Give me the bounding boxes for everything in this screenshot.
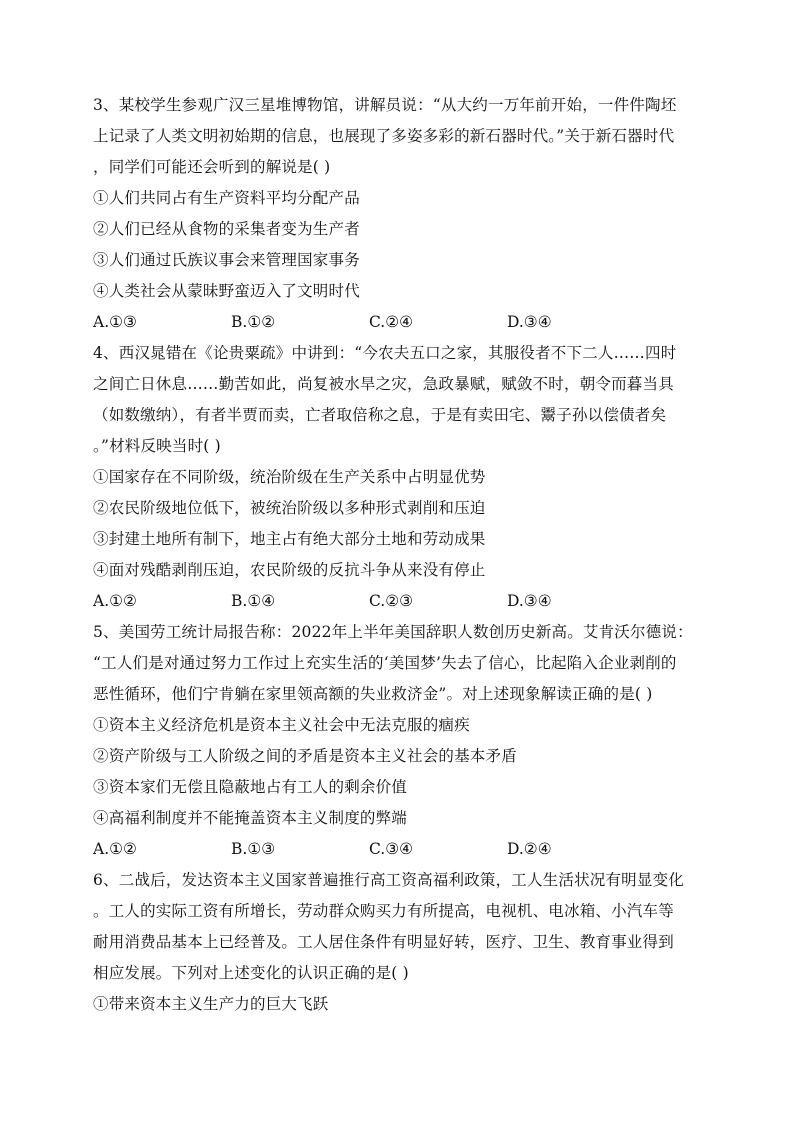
question-stem-line: ，同学们可能还会听到的解说是( ) (93, 158, 331, 176)
question-stem-line: （如数缴纳），有者半贾而卖，亡者取倍称之息，于是有卖田宅、鬻子孙以偿债者矣 (93, 406, 667, 424)
statement-option: ③资本家们无偿且隐蔽地占有工人的剩余价值 (93, 778, 408, 796)
statement-option: ②农民阶级地位低下，被统治阶级以多种形式剥削和压迫 (93, 499, 486, 517)
question-stem-line: 之间亡日休息……勤苦如此，尚复被水旱之灾，急政暴赋，赋敛不时，朝令而暮当具 (93, 375, 674, 393)
question-stem-line: 。工人的实际工资有所增长，劳动群众购买力有所提高，电视机、电冰箱、小汽车等 (93, 902, 674, 920)
answer-choice-d[interactable]: D.③④ (507, 313, 552, 331)
question-stem-line: 上记录了人类文明初始期的信息，也展现了多姿多彩的新石器时代。”关于新石器时代 (93, 127, 675, 145)
answer-choices (93, 307, 703, 338)
question-stem-line: “工人们是对通过努力工作过上充实生活的‘美国梦’失去了信心，比起陷入企业剥削的 (93, 654, 677, 672)
answer-choice-b[interactable]: B.①④ (231, 592, 276, 610)
question-stem-line: 3、某校学生参观广汉三星堆博物馆，讲解员说：“从大约一万年前开始，一件件陶坯 (93, 96, 677, 114)
answer-choice-d[interactable]: D.②④ (507, 840, 552, 858)
question-stem-line: 5、美国劳工统计局报告称：2022年上半年美国辞职人数创历史新高。艾肯沃尔德说： (93, 623, 693, 641)
answer-choice-b[interactable]: B.①② (231, 313, 276, 331)
question-3 (93, 90, 703, 338)
statement-option: ①国家存在不同阶级，统治阶级在生产关系中占明显优势 (93, 468, 486, 486)
statement-option: ②人们已经从食物的采集者变为生产者 (93, 220, 360, 238)
answer-choice-d[interactable]: D.③④ (507, 592, 552, 610)
answer-choices (93, 586, 703, 617)
statement-option: ①人们共同占有生产资料平均分配产品 (93, 189, 360, 207)
statement-option: ④人类社会从蒙昧野蛮迈入了文明时代 (93, 282, 360, 300)
statement-option: ②资产阶级与工人阶级之间的矛盾是资本主义社会的基本矛盾 (93, 747, 517, 765)
answer-choice-a[interactable]: A.①② (93, 840, 137, 858)
question-stem-line: 耐用消费品基本上已经普及。工人居住条件有明显好转，医疗、卫生、教育事业得到 (93, 933, 674, 951)
question-stem-line: 。”材料反映当时( ) (93, 437, 221, 455)
statement-option: ③人们通过氏族议事会来管理国家事务 (93, 251, 360, 269)
question-5 (93, 617, 703, 865)
question-stem-line: 4、西汉晁错在《论贵粟疏》中讲到：“今农夫五口之家，其服役者不下二人……四时 (93, 344, 677, 362)
answer-choice-a[interactable]: A.①② (93, 592, 137, 610)
answer-choice-c[interactable]: C.③④ (369, 840, 414, 858)
statement-option: ③封建土地所有制下，地主占有绝大部分土地和劳动成果 (93, 530, 486, 548)
question-4 (93, 338, 703, 617)
statement-option: ①资本主义经济危机是资本主义社会中无法克服的痼疾 (93, 716, 470, 734)
question-stem-line: 恶性循环，他们宁肯躺在家里领高额的失业救济金”。对上述现象解读正确的是( ) (93, 685, 653, 703)
answer-choice-a[interactable]: A.①③ (93, 313, 137, 331)
question-stem-line: 6、二战后，发达资本主义国家普遍推行高工资高福利政策，工人生活状况有明显变化 (93, 871, 684, 889)
statement-option: ④面对残酷剥削压迫，农民阶级的反抗斗争从来没有停止 (93, 561, 486, 579)
answer-choice-c[interactable]: C.②③ (369, 592, 414, 610)
question-stem-line: 相应发展。下列对上述变化的认识正确的是( ) (93, 964, 409, 982)
answer-choice-c[interactable]: C.②④ (369, 313, 414, 331)
answer-choice-b[interactable]: B.①③ (231, 840, 276, 858)
statement-option: ④高福利制度并不能掩盖资本主义制度的弊端 (93, 809, 408, 827)
statement-option: ①带来资本主义生产力的巨大飞跃 (93, 995, 329, 1013)
question-6 (93, 865, 703, 1020)
answer-choices (93, 834, 703, 865)
question-list (93, 90, 703, 1020)
